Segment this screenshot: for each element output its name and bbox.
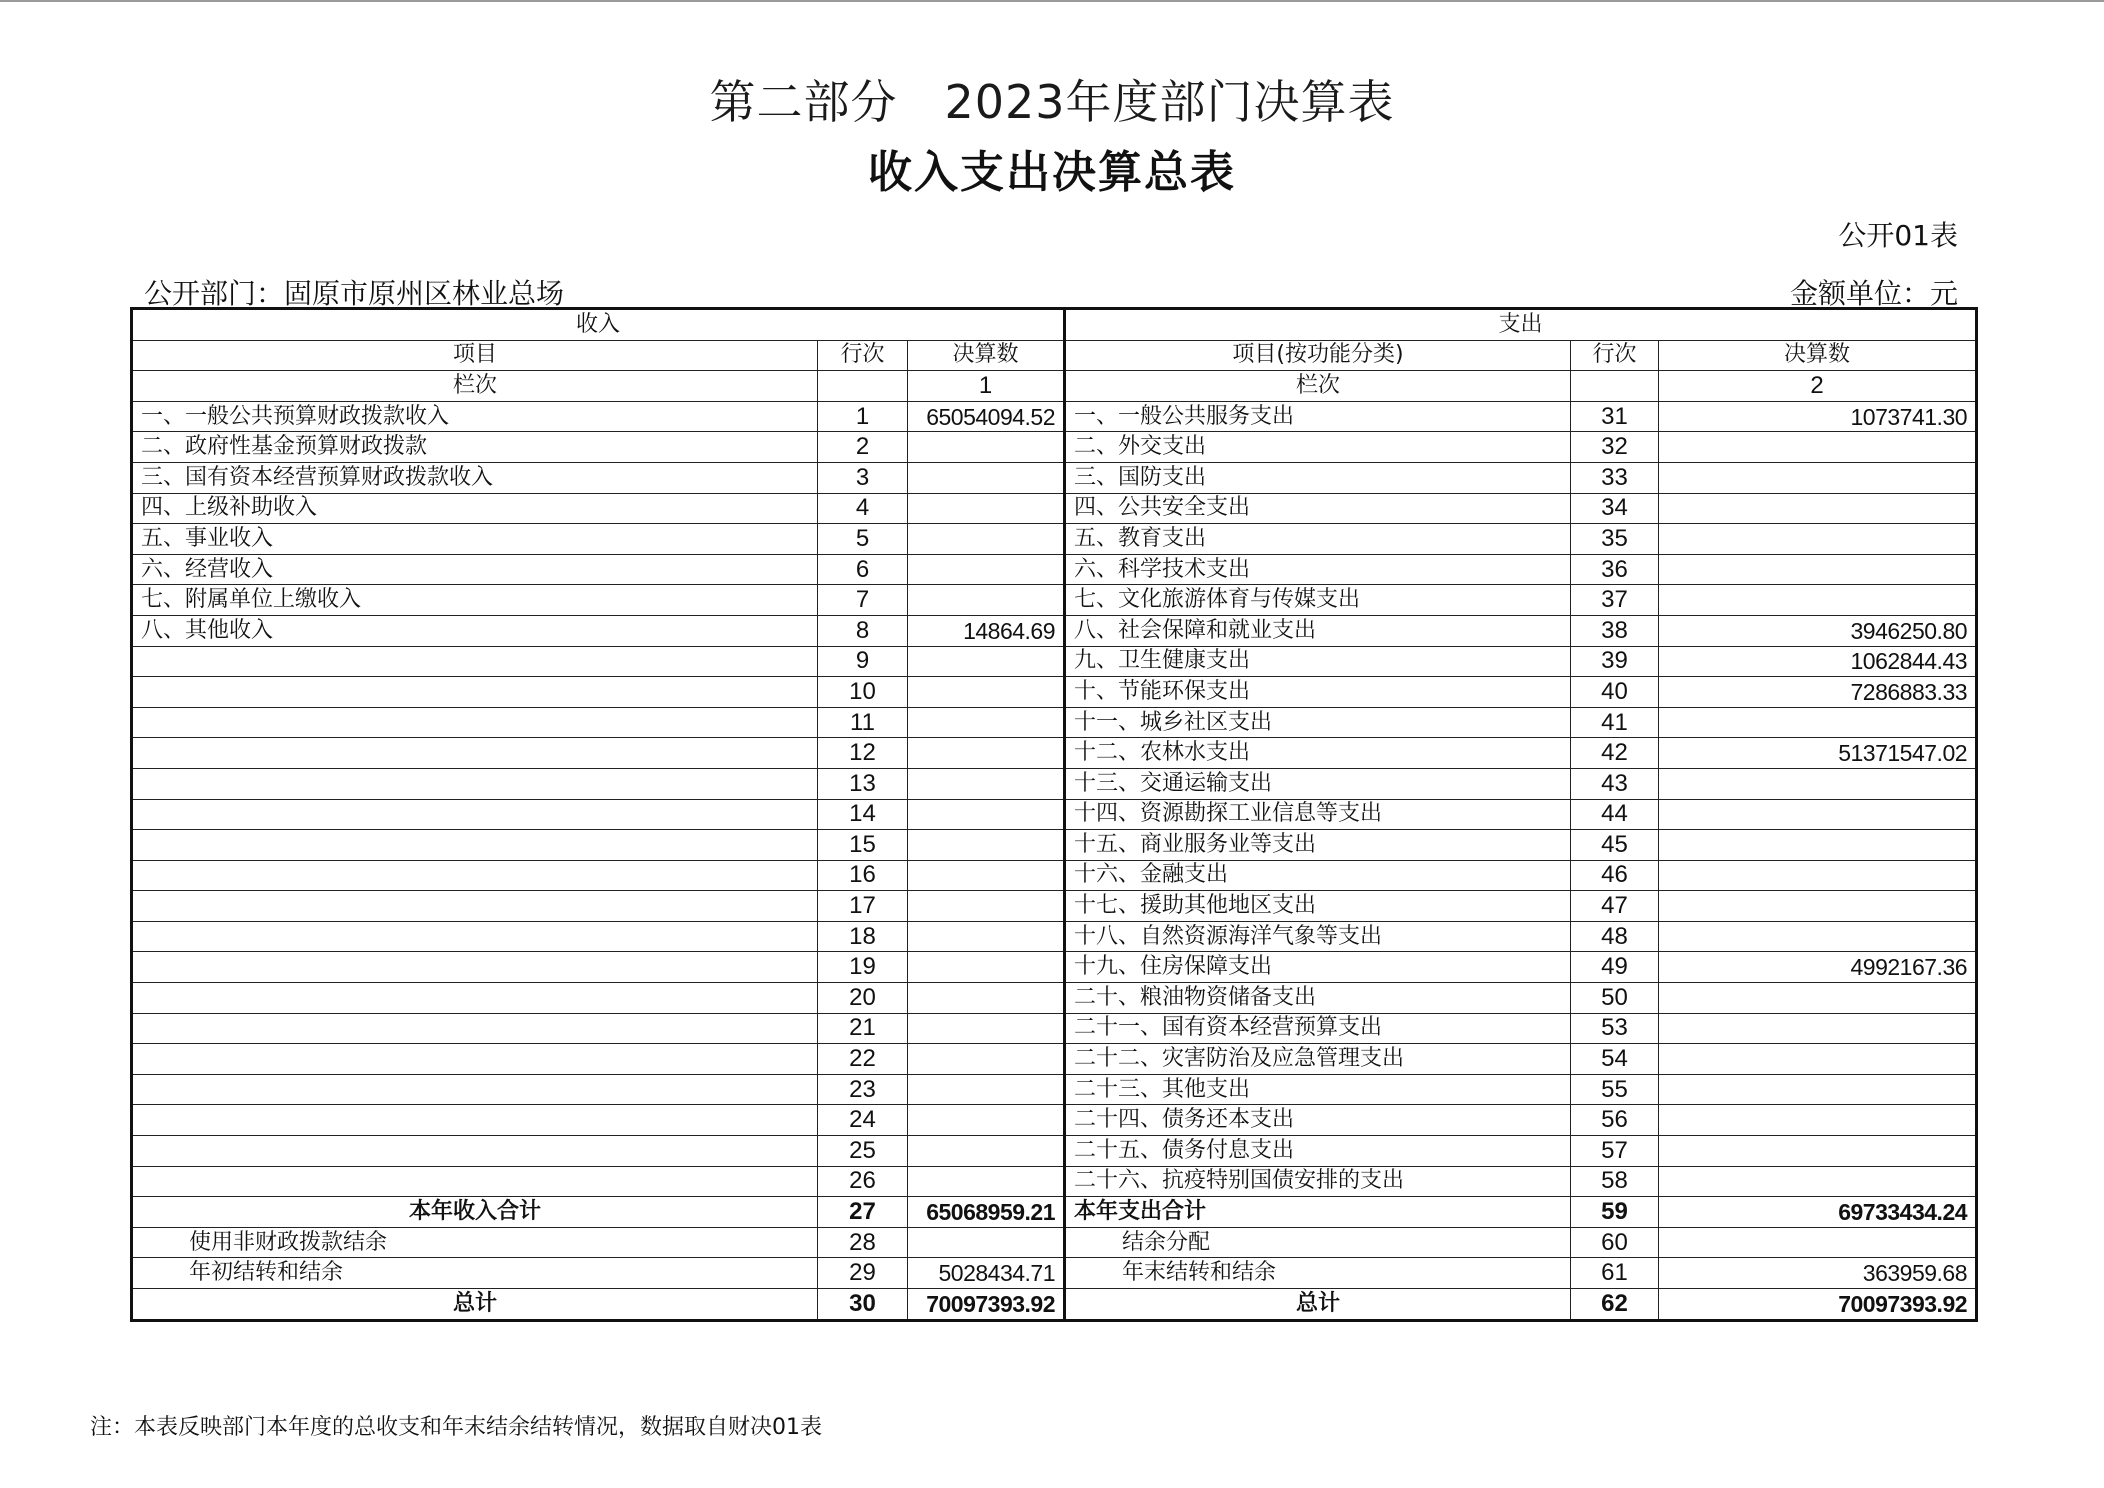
income-section-header: 收入 — [132, 309, 1065, 341]
expense-item: 九、卫生健康支出 — [1065, 646, 1571, 677]
expense-amount — [1659, 707, 1977, 738]
income-line-no: 1 — [818, 401, 908, 432]
expense-line-no: 53 — [1571, 1013, 1659, 1044]
income-item — [132, 1136, 818, 1167]
expense-amount — [1659, 830, 1977, 861]
income-line-no: 17 — [818, 891, 908, 922]
table-row — [132, 493, 1977, 524]
income-line-no: 20 — [818, 983, 908, 1014]
income-amount — [908, 768, 1065, 799]
income-line-no: 24 — [818, 1105, 908, 1136]
lanci-label: 栏次 — [132, 371, 818, 402]
table-row — [132, 585, 1977, 616]
income-item: 六、经营收入 — [132, 554, 818, 585]
income-item: 总计 — [132, 1289, 818, 1321]
table-title: 收入支出决算总表 — [868, 147, 1236, 198]
grand-total-row — [132, 1289, 1977, 1321]
column-header-row — [132, 340, 1977, 371]
income-item: 八、其他收入 — [132, 615, 818, 646]
expense-item: 二十一、国有资本经营预算支出 — [1065, 1013, 1571, 1044]
income-amount: 65054094.52 — [908, 401, 1065, 432]
expense-line-no: 31 — [1571, 401, 1659, 432]
expense-line-no: 61 — [1571, 1258, 1659, 1289]
form-number: 公开01表 — [1838, 219, 1958, 252]
table-row — [132, 707, 1977, 738]
income-line-no: 8 — [818, 615, 908, 646]
expense-item: 十六、金融支出 — [1065, 860, 1571, 891]
expense-line-no: 42 — [1571, 738, 1659, 769]
income-amount — [908, 462, 1065, 493]
income-amount: 65068959.21 — [908, 1197, 1065, 1228]
table-row — [132, 860, 1977, 891]
income-item — [132, 1074, 818, 1105]
expense-line-no: 37 — [1571, 585, 1659, 616]
expense-amount — [1659, 1013, 1977, 1044]
income-line-no: 9 — [818, 646, 908, 677]
table-row — [132, 738, 1977, 769]
page-title: 第二部分 2023年度部门决算表 — [709, 75, 1395, 129]
table-row — [132, 1044, 1977, 1075]
expense-line-no: 41 — [1571, 707, 1659, 738]
expense-line-no: 48 — [1571, 921, 1659, 952]
column-number-2: 2 — [1659, 371, 1977, 402]
table-row — [132, 830, 1977, 861]
income-item — [132, 677, 818, 708]
amount-unit-label: 金额单位：元 — [1789, 277, 1958, 310]
expense-amount — [1659, 891, 1977, 922]
income-line-no: 27 — [818, 1197, 908, 1228]
expense-item: 十七、援助其他地区支出 — [1065, 891, 1571, 922]
income-item: 年初结转和结余 — [132, 1258, 818, 1289]
income-line-no: 14 — [818, 799, 908, 830]
expense-item: 五、教育支出 — [1065, 524, 1571, 555]
expense-item: 年末结转和结余 — [1065, 1258, 1571, 1289]
income-line-no: 18 — [818, 921, 908, 952]
income-line-no: 3 — [818, 462, 908, 493]
income-amount: 14864.69 — [908, 615, 1065, 646]
income-amount — [908, 554, 1065, 585]
income-amount — [908, 524, 1065, 555]
col-header-item: 项目 — [132, 340, 818, 371]
expense-line-no: 40 — [1571, 677, 1659, 708]
expense-item: 二十四、债务还本支出 — [1065, 1105, 1571, 1136]
income-line-no: 25 — [818, 1136, 908, 1167]
income-line-no: 11 — [818, 707, 908, 738]
table-row — [132, 524, 1977, 555]
income-item — [132, 738, 818, 769]
income-line-no: 15 — [818, 830, 908, 861]
table-row — [132, 1013, 1977, 1044]
income-item: 本年收入合计 — [132, 1197, 818, 1228]
expense-amount — [1659, 462, 1977, 493]
col-header-line: 行次 — [818, 340, 908, 371]
table-body — [132, 309, 1977, 1321]
expense-item: 二、外交支出 — [1065, 432, 1571, 463]
expense-item: 十三、交通运输支出 — [1065, 768, 1571, 799]
income-item — [132, 1105, 818, 1136]
expense-line-no: 54 — [1571, 1044, 1659, 1075]
income-line-no: 23 — [818, 1074, 908, 1105]
expense-item: 结余分配 — [1065, 1227, 1571, 1258]
section-header-row — [132, 309, 1977, 341]
expense-amount — [1659, 432, 1977, 463]
expense-item: 十八、自然资源海洋气象等支出 — [1065, 921, 1571, 952]
income-item — [132, 952, 818, 983]
table-row — [132, 677, 1977, 708]
income-item: 二、政府性基金预算财政拨款 — [132, 432, 818, 463]
income-amount — [908, 738, 1065, 769]
expense-line-no: 45 — [1571, 830, 1659, 861]
income-line-no: 29 — [818, 1258, 908, 1289]
income-line-no: 7 — [818, 585, 908, 616]
income-line-no: 22 — [818, 1044, 908, 1075]
expense-line-no: 46 — [1571, 860, 1659, 891]
expense-line-no: 55 — [1571, 1074, 1659, 1105]
expense-item: 二十六、抗疫特别国债安排的支出 — [1065, 1166, 1571, 1197]
table-row — [132, 768, 1977, 799]
income-line-no: 13 — [818, 768, 908, 799]
expense-item: 十九、住房保障支出 — [1065, 952, 1571, 983]
balance-row — [132, 1258, 1977, 1289]
expense-line-no: 44 — [1571, 799, 1659, 830]
expense-line-no: 39 — [1571, 646, 1659, 677]
income-amount — [908, 983, 1065, 1014]
expense-amount: 70097393.92 — [1659, 1289, 1977, 1321]
table-row — [132, 799, 1977, 830]
table-row — [132, 1166, 1977, 1197]
lanci-label-2: 栏次 — [1065, 371, 1571, 402]
col-header-line2: 行次 — [1571, 340, 1659, 371]
expense-line-no: 62 — [1571, 1289, 1659, 1321]
expense-item: 十五、商业服务业等支出 — [1065, 830, 1571, 861]
department-label: 公开部门：固原市原州区林业总场 — [144, 277, 565, 310]
expense-amount: 363959.68 — [1659, 1258, 1977, 1289]
income-amount — [908, 432, 1065, 463]
income-line-no: 12 — [818, 738, 908, 769]
table-row — [132, 921, 1977, 952]
table-row — [132, 891, 1977, 922]
expense-line-no: 49 — [1571, 952, 1659, 983]
income-amount — [908, 1166, 1065, 1197]
income-line-no: 28 — [818, 1227, 908, 1258]
lanci-empty-2 — [1571, 371, 1659, 402]
income-amount — [908, 646, 1065, 677]
table-row — [132, 462, 1977, 493]
income-line-no: 16 — [818, 860, 908, 891]
column-number-row — [132, 371, 1977, 402]
expense-amount — [1659, 554, 1977, 585]
income-item: 四、上级补助收入 — [132, 493, 818, 524]
table-row — [132, 554, 1977, 585]
expense-line-no: 58 — [1571, 1166, 1659, 1197]
income-item: 三、国有资本经营预算财政拨款收入 — [132, 462, 818, 493]
expense-item: 七、文化旅游体育与传媒支出 — [1065, 585, 1571, 616]
col-header-amount2: 决算数 — [1659, 340, 1977, 371]
table-row — [132, 646, 1977, 677]
balance-row — [132, 1227, 1977, 1258]
income-amount — [908, 952, 1065, 983]
income-amount — [908, 1105, 1065, 1136]
expense-item: 二十三、其他支出 — [1065, 1074, 1571, 1105]
expense-amount — [1659, 1105, 1977, 1136]
income-item — [132, 860, 818, 891]
income-item — [132, 646, 818, 677]
income-amount — [908, 707, 1065, 738]
expense-line-no: 56 — [1571, 1105, 1659, 1136]
expense-amount — [1659, 983, 1977, 1014]
table-row — [132, 1136, 1977, 1167]
expense-amount — [1659, 860, 1977, 891]
expense-item: 四、公共安全支出 — [1065, 493, 1571, 524]
expense-amount: 69733434.24 — [1659, 1197, 1977, 1228]
lanci-empty — [818, 371, 908, 402]
income-amount — [908, 1074, 1065, 1105]
income-amount — [908, 860, 1065, 891]
income-item — [132, 891, 818, 922]
expense-amount — [1659, 768, 1977, 799]
income-item: 五、事业收入 — [132, 524, 818, 555]
expense-amount — [1659, 1166, 1977, 1197]
income-amount — [908, 1013, 1065, 1044]
expense-amount — [1659, 585, 1977, 616]
expense-item: 十、节能环保支出 — [1065, 677, 1571, 708]
expense-item: 八、社会保障和就业支出 — [1065, 615, 1571, 646]
expense-line-no: 59 — [1571, 1197, 1659, 1228]
income-amount — [908, 585, 1065, 616]
expense-item: 二十、粮油物资储备支出 — [1065, 983, 1571, 1014]
expense-item: 二十二、灾害防治及应急管理支出 — [1065, 1044, 1571, 1075]
income-item: 使用非财政拨款结余 — [132, 1227, 818, 1258]
income-amount — [908, 677, 1065, 708]
income-item — [132, 921, 818, 952]
expense-line-no: 35 — [1571, 524, 1659, 555]
income-line-no: 2 — [818, 432, 908, 463]
income-line-no: 6 — [818, 554, 908, 585]
income-item — [132, 1013, 818, 1044]
income-item — [132, 830, 818, 861]
expense-item: 六、科学技术支出 — [1065, 554, 1571, 585]
footnote: 注：本表反映部门本年度的总收支和年末结余结转情况，数据取自财决01表 — [90, 1415, 822, 1440]
expense-amount: 7286883.33 — [1659, 677, 1977, 708]
income-line-no: 30 — [818, 1289, 908, 1321]
expense-item: 十一、城乡社区支出 — [1065, 707, 1571, 738]
expense-amount — [1659, 1074, 1977, 1105]
income-amount — [908, 891, 1065, 922]
income-item: 一、一般公共预算财政拨款收入 — [132, 401, 818, 432]
income-item — [132, 983, 818, 1014]
income-item — [132, 1044, 818, 1075]
table-row — [132, 432, 1977, 463]
col-header-item-func: 项目(按功能分类) — [1065, 340, 1571, 371]
income-line-no: 10 — [818, 677, 908, 708]
expense-line-no: 57 — [1571, 1136, 1659, 1167]
expense-item: 总计 — [1065, 1289, 1571, 1321]
expense-line-no: 32 — [1571, 432, 1659, 463]
income-line-no: 19 — [818, 952, 908, 983]
expense-amount: 1073741.30 — [1659, 401, 1977, 432]
expense-amount — [1659, 921, 1977, 952]
table-row — [132, 401, 1977, 432]
expense-item: 本年支出合计 — [1065, 1197, 1571, 1228]
income-item: 七、附属单位上缴收入 — [132, 585, 818, 616]
year-total-row — [132, 1197, 1977, 1228]
expense-amount — [1659, 524, 1977, 555]
expense-amount: 1062844.43 — [1659, 646, 1977, 677]
income-item — [132, 768, 818, 799]
expense-line-no: 34 — [1571, 493, 1659, 524]
expense-line-no: 50 — [1571, 983, 1659, 1014]
table-row — [132, 615, 1977, 646]
expense-line-no: 38 — [1571, 615, 1659, 646]
expense-amount — [1659, 1227, 1977, 1258]
expense-item: 一、一般公共服务支出 — [1065, 401, 1571, 432]
expense-amount: 4992167.36 — [1659, 952, 1977, 983]
expense-line-no: 60 — [1571, 1227, 1659, 1258]
expense-item: 十四、资源勘探工业信息等支出 — [1065, 799, 1571, 830]
expense-amount — [1659, 1044, 1977, 1075]
income-amount: 70097393.92 — [908, 1289, 1065, 1321]
table-row — [132, 1105, 1977, 1136]
income-item — [132, 707, 818, 738]
expense-section-header: 支出 — [1065, 309, 1977, 341]
income-line-no: 26 — [818, 1166, 908, 1197]
expense-amount — [1659, 1136, 1977, 1167]
income-amount — [908, 921, 1065, 952]
expense-amount: 51371547.02 — [1659, 738, 1977, 769]
income-amount — [908, 1227, 1065, 1258]
income-amount — [908, 799, 1065, 830]
expense-line-no: 36 — [1571, 554, 1659, 585]
table-row — [132, 983, 1977, 1014]
expense-line-no: 47 — [1571, 891, 1659, 922]
expense-item: 三、国防支出 — [1065, 462, 1571, 493]
table-row — [132, 952, 1977, 983]
table-row — [132, 1074, 1977, 1105]
expense-amount — [1659, 799, 1977, 830]
expense-line-no: 33 — [1571, 462, 1659, 493]
income-amount — [908, 830, 1065, 861]
income-expense-table — [130, 307, 1978, 1322]
expense-item: 十二、农林水支出 — [1065, 738, 1571, 769]
expense-item: 二十五、债务付息支出 — [1065, 1136, 1571, 1167]
expense-amount: 3946250.80 — [1659, 615, 1977, 646]
income-line-no: 4 — [818, 493, 908, 524]
income-amount — [908, 1136, 1065, 1167]
expense-amount — [1659, 493, 1977, 524]
income-line-no: 5 — [818, 524, 908, 555]
income-line-no: 21 — [818, 1013, 908, 1044]
column-number-1: 1 — [908, 371, 1065, 402]
income-amount — [908, 493, 1065, 524]
expense-line-no: 43 — [1571, 768, 1659, 799]
income-amount — [908, 1044, 1065, 1075]
col-header-amount: 决算数 — [908, 340, 1065, 371]
income-item — [132, 799, 818, 830]
income-amount: 5028434.71 — [908, 1258, 1065, 1289]
income-item — [132, 1166, 818, 1197]
top-border-line — [0, 0, 2104, 2]
